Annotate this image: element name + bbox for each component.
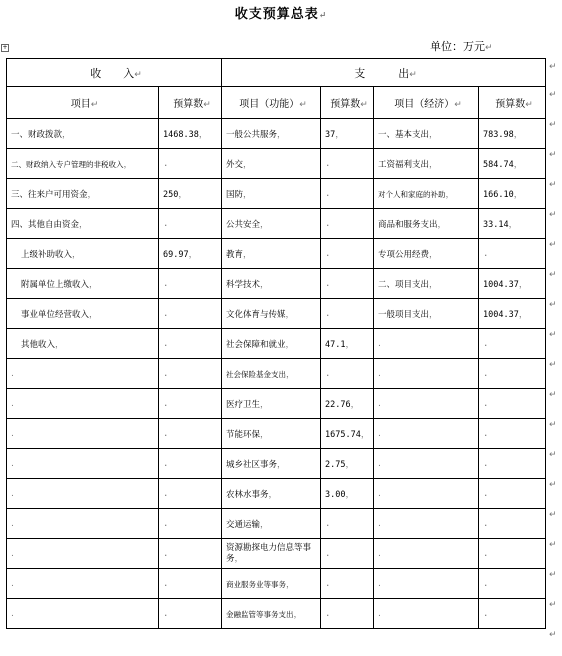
row-end-mark: ↵ — [549, 62, 557, 72]
row-end-mark: ↵ — [549, 240, 557, 250]
func-value — [321, 569, 374, 599]
func-value: 47.1， — [321, 329, 374, 359]
income-value: 69.97， — [159, 239, 222, 269]
func-value — [321, 359, 374, 389]
cell-end-mark: . — [11, 368, 14, 379]
table-row — [7, 329, 546, 359]
econ-value — [479, 329, 546, 359]
income-value — [159, 389, 222, 419]
row-end-mark: ↵ — [549, 300, 557, 310]
row-end-mark: ↵ — [549, 390, 557, 400]
econ-value — [479, 239, 546, 269]
func-value: 1675.74， — [321, 419, 374, 449]
econ-value — [479, 419, 546, 449]
cell-end-mark: ， — [345, 490, 355, 500]
col-header-func-budget: 预算数↵ — [321, 87, 374, 119]
cell-end-mark: ， — [198, 130, 208, 140]
cell-end-mark: . — [325, 188, 331, 199]
cell-end-mark: ， — [260, 220, 270, 230]
income-value — [159, 299, 222, 329]
cell-end-mark: . — [378, 398, 381, 409]
income-item: 上级补助收入， — [7, 239, 159, 269]
func-value — [321, 179, 374, 209]
cell-end-mark: . — [378, 578, 381, 589]
cell-end-mark: . — [325, 518, 331, 529]
row-end-mark: ↵ — [549, 120, 557, 130]
income-value — [159, 329, 222, 359]
table-row — [7, 119, 546, 149]
row-end-mark: ↵ — [549, 90, 557, 100]
func-item: 商业服务业等事务， — [222, 569, 321, 599]
func-item: 文化体育与传媒， — [222, 299, 321, 329]
func-item: 城乡社区事务， — [222, 449, 321, 479]
cell-end-mark: . — [11, 398, 14, 409]
cell-end-mark: ， — [79, 220, 89, 230]
expense-header: 支 出↵ — [222, 59, 546, 87]
cell-end-mark: ， — [508, 220, 518, 230]
func-value — [321, 149, 374, 179]
table-row — [7, 359, 546, 389]
income-value — [159, 209, 222, 239]
cell-end-mark: ， — [335, 130, 345, 140]
row-end-mark: ↵ — [549, 510, 557, 520]
row-end-mark: ↵ — [549, 570, 557, 580]
cell-end-mark: . — [483, 398, 489, 409]
func-value — [321, 209, 374, 239]
document-title: 收支预算总表↵ — [234, 7, 328, 22]
cell-end-mark: . — [163, 308, 169, 319]
cell-end-mark: . — [11, 608, 14, 619]
econ-value: 783.98， — [479, 119, 546, 149]
func-item: 节能环保， — [222, 419, 321, 449]
cell-end-mark: . — [163, 218, 169, 229]
income-value — [159, 269, 222, 299]
cell-end-mark: . — [163, 368, 169, 379]
cell-end-mark: . — [325, 608, 331, 619]
econ-value — [479, 359, 546, 389]
income-item — [7, 479, 159, 509]
row-end-mark: ↵ — [549, 360, 557, 370]
cell-end-mark: ， — [513, 190, 523, 200]
cell-end-mark: . — [325, 218, 331, 229]
func-item: 医疗卫生， — [222, 389, 321, 419]
cell-end-mark: . — [163, 518, 169, 529]
econ-item — [374, 539, 479, 569]
econ-item: 一、基本支出， — [374, 119, 479, 149]
cell-end-mark: ， — [260, 280, 270, 290]
func-value: 2.75， — [321, 449, 374, 479]
income-item: 二、财政纳入专户管理的非税收入， — [7, 149, 159, 179]
cell-end-mark: ， — [243, 250, 253, 260]
cell-end-mark: ， — [188, 250, 198, 260]
row-end-mark: ↵ — [549, 540, 557, 550]
econ-item — [374, 599, 479, 629]
cell-end-mark: ， — [277, 130, 287, 140]
cell-end-mark: ， — [87, 190, 97, 200]
cell-end-mark: ， — [513, 130, 523, 140]
cell-end-mark: . — [378, 368, 381, 379]
cell-end-mark: ， — [429, 310, 439, 320]
income-item — [7, 539, 159, 569]
cell-end-mark: . — [483, 578, 489, 589]
func-item: 外交， — [222, 149, 321, 179]
cell-end-mark: . — [483, 248, 489, 259]
table-row — [7, 239, 546, 269]
econ-item: 二、项目支出， — [374, 269, 479, 299]
income-value — [159, 149, 222, 179]
table-row — [7, 539, 546, 569]
econ-item: 商品和服务支出， — [374, 209, 479, 239]
cell-end-mark: . — [378, 428, 381, 439]
cell-end-mark: . — [483, 368, 489, 379]
cell-end-mark: . — [325, 278, 331, 289]
cell-end-mark: . — [163, 338, 169, 349]
table-row — [7, 299, 546, 329]
econ-item: 对个人和家庭的补助， — [374, 179, 479, 209]
row-end-mark: ↵ — [549, 600, 557, 610]
cell-end-mark: ， — [360, 430, 370, 440]
cell-end-mark: ， — [243, 160, 253, 170]
income-item: 一、财政拨款， — [7, 119, 159, 149]
table-row — [7, 149, 546, 179]
cell-end-mark: ， — [518, 280, 528, 290]
cell-end-mark: ， — [285, 340, 295, 350]
cell-end-mark: . — [483, 608, 489, 619]
cell-end-mark: ， — [268, 490, 278, 500]
cell-end-mark: . — [325, 308, 331, 319]
cell-end-mark: ， — [260, 430, 270, 440]
cell-end-mark: . — [11, 458, 14, 469]
cell-end-mark: ， — [260, 520, 270, 530]
income-value — [159, 449, 222, 479]
cell-end-mark: . — [11, 548, 14, 559]
cell-end-mark: . — [163, 578, 169, 589]
income-value — [159, 539, 222, 569]
cell-end-mark: . — [163, 398, 169, 409]
econ-item: 工资福利支出， — [374, 149, 479, 179]
cell-end-mark: ， — [123, 160, 133, 170]
row-end-mark: ↵ — [549, 450, 557, 460]
cell-end-mark: . — [163, 278, 169, 289]
func-value — [321, 269, 374, 299]
header-row-sections — [7, 59, 546, 87]
econ-value: 584.74， — [479, 149, 546, 179]
row-end-mark: ↵ — [549, 180, 557, 190]
row-end-mark: ↵ — [549, 330, 557, 340]
income-item: 事业单位经营收入， — [7, 299, 159, 329]
cell-end-mark: . — [378, 458, 381, 469]
func-item: 金融监管等事务支出， — [222, 599, 321, 629]
income-value — [159, 599, 222, 629]
cell-end-mark: . — [378, 608, 381, 619]
econ-item — [374, 509, 479, 539]
cell-end-mark: ， — [286, 580, 296, 590]
income-value — [159, 479, 222, 509]
row-end-mark: ↵ — [549, 480, 557, 490]
cell-end-mark: ， — [350, 400, 360, 410]
func-item: 社会保障和就业， — [222, 329, 321, 359]
econ-item — [374, 389, 479, 419]
econ-value — [479, 539, 546, 569]
cell-end-mark: . — [378, 338, 381, 349]
econ-value: 1004.37， — [479, 299, 546, 329]
cell-end-mark: ， — [345, 460, 355, 470]
econ-value — [479, 449, 546, 479]
econ-item — [374, 449, 479, 479]
cell-end-mark: ， — [518, 310, 528, 320]
func-value — [321, 539, 374, 569]
table-anchor-icon[interactable]: + — [2, 44, 8, 51]
cell-end-mark: ， — [429, 250, 439, 260]
cell-end-mark: ， — [437, 220, 447, 230]
col-header-item: 项目↵ — [7, 87, 159, 119]
income-item — [7, 419, 159, 449]
econ-item — [374, 569, 479, 599]
cell-end-mark: ， — [89, 310, 99, 320]
budget-table — [6, 58, 546, 629]
func-value — [321, 239, 374, 269]
func-item: 教育， — [222, 239, 321, 269]
income-value — [159, 419, 222, 449]
cell-end-mark: ， — [243, 190, 253, 200]
row-end-mark: ↵ — [549, 150, 557, 160]
func-item: 国防， — [222, 179, 321, 209]
cell-end-mark: . — [483, 548, 489, 559]
func-value: 37， — [321, 119, 374, 149]
cell-end-mark: ， — [293, 610, 303, 620]
row-end-mark: ↵ — [549, 270, 557, 280]
cell-end-mark: ， — [277, 460, 287, 470]
row-end-mark: ↵ — [549, 630, 557, 640]
table-row — [7, 449, 546, 479]
func-item: 农林水事务， — [222, 479, 321, 509]
cell-end-mark: ， — [55, 340, 65, 350]
cell-end-mark: ， — [429, 130, 439, 140]
cell-end-mark: . — [163, 428, 169, 439]
cell-end-mark: ， — [285, 310, 295, 320]
income-item: 其他收入， — [7, 329, 159, 359]
func-value — [321, 509, 374, 539]
cell-end-mark: . — [11, 518, 14, 529]
income-item — [7, 599, 159, 629]
econ-value — [479, 479, 546, 509]
econ-item — [374, 329, 479, 359]
cell-end-mark: . — [483, 428, 489, 439]
table-row — [7, 389, 546, 419]
cell-end-mark: . — [325, 368, 331, 379]
cell-end-mark: . — [163, 158, 169, 169]
func-item: 社会保险基金支出， — [222, 359, 321, 389]
income-item — [7, 449, 159, 479]
econ-item: 一般项目支出， — [374, 299, 479, 329]
econ-value — [479, 569, 546, 599]
econ-value — [479, 509, 546, 539]
income-header: 收 入↵ — [7, 59, 222, 87]
table-row — [7, 209, 546, 239]
income-value: 250， — [159, 179, 222, 209]
cell-end-mark: ， — [286, 370, 296, 380]
cell-end-mark: ， — [429, 280, 439, 290]
income-value — [159, 509, 222, 539]
cell-end-mark: ， — [429, 160, 439, 170]
func-item: 交通运输， — [222, 509, 321, 539]
row-end-mark: ↵ — [549, 210, 557, 220]
table-row — [7, 599, 546, 629]
econ-item — [374, 419, 479, 449]
econ-item — [374, 359, 479, 389]
cell-end-mark: . — [378, 518, 381, 529]
table-row — [7, 569, 546, 599]
income-value — [159, 569, 222, 599]
income-value — [159, 359, 222, 389]
econ-value — [479, 389, 546, 419]
header-row-columns — [7, 87, 546, 119]
econ-value — [479, 599, 546, 629]
econ-value: 166.10， — [479, 179, 546, 209]
income-item: 四、其他自由资金， — [7, 209, 159, 239]
table-row — [7, 179, 546, 209]
func-item: 一般公共服务， — [222, 119, 321, 149]
econ-value: 33.14， — [479, 209, 546, 239]
cell-end-mark: ， — [260, 400, 270, 410]
income-item: 附属单位上缴收入， — [7, 269, 159, 299]
econ-item — [374, 479, 479, 509]
cell-end-mark: ， — [72, 250, 82, 260]
func-value: 22.76， — [321, 389, 374, 419]
cell-end-mark: ， — [445, 190, 455, 200]
cell-end-mark: ， — [234, 553, 244, 564]
func-item: 公共安全， — [222, 209, 321, 239]
cell-end-mark: . — [325, 158, 331, 169]
cell-end-mark: . — [11, 578, 14, 589]
cell-end-mark: . — [483, 488, 489, 499]
cell-end-mark: . — [378, 548, 381, 559]
col-header-econ-budget: 预算数↵ — [479, 87, 546, 119]
cell-end-mark: . — [163, 548, 169, 559]
income-item — [7, 509, 159, 539]
col-header-func: 项目（功能）↵ — [222, 87, 321, 119]
cell-end-mark: . — [11, 488, 14, 499]
cell-end-mark: . — [325, 248, 331, 259]
func-value: 3.00， — [321, 479, 374, 509]
cell-end-mark: . — [163, 458, 169, 469]
income-item: 三、往来户可用资金， — [7, 179, 159, 209]
cell-end-mark: ， — [345, 340, 355, 350]
cell-end-mark: . — [378, 488, 381, 499]
cell-end-mark: ， — [62, 130, 72, 140]
income-item — [7, 389, 159, 419]
econ-value: 1004.37， — [479, 269, 546, 299]
cell-end-mark: ， — [513, 160, 523, 170]
func-item: 科学技术， — [222, 269, 321, 299]
unit-label: 单位：万元↵ — [430, 40, 493, 53]
table-row — [7, 269, 546, 299]
cell-end-mark: . — [483, 458, 489, 469]
cell-end-mark: . — [483, 518, 489, 529]
col-header-budget: 预算数↵ — [159, 87, 222, 119]
row-end-mark: ↵ — [549, 420, 557, 430]
cell-end-mark: . — [11, 428, 14, 439]
table-row — [7, 419, 546, 449]
col-header-econ: 项目（经济）↵ — [374, 87, 479, 119]
func-value — [321, 599, 374, 629]
table-row — [7, 479, 546, 509]
cell-end-mark: . — [325, 548, 331, 559]
table-row — [7, 509, 546, 539]
income-value: 1468.38， — [159, 119, 222, 149]
income-item — [7, 569, 159, 599]
cell-end-mark: ， — [89, 280, 99, 290]
econ-item: 专项公用经费， — [374, 239, 479, 269]
cell-end-mark: ， — [178, 190, 188, 200]
income-item — [7, 359, 159, 389]
cell-end-mark: . — [163, 488, 169, 499]
func-item: 资源勘探电力信息等事务， — [222, 539, 321, 569]
cell-end-mark: . — [163, 608, 169, 619]
cell-end-mark: . — [325, 578, 331, 589]
func-value — [321, 299, 374, 329]
cell-end-mark: . — [483, 338, 489, 349]
